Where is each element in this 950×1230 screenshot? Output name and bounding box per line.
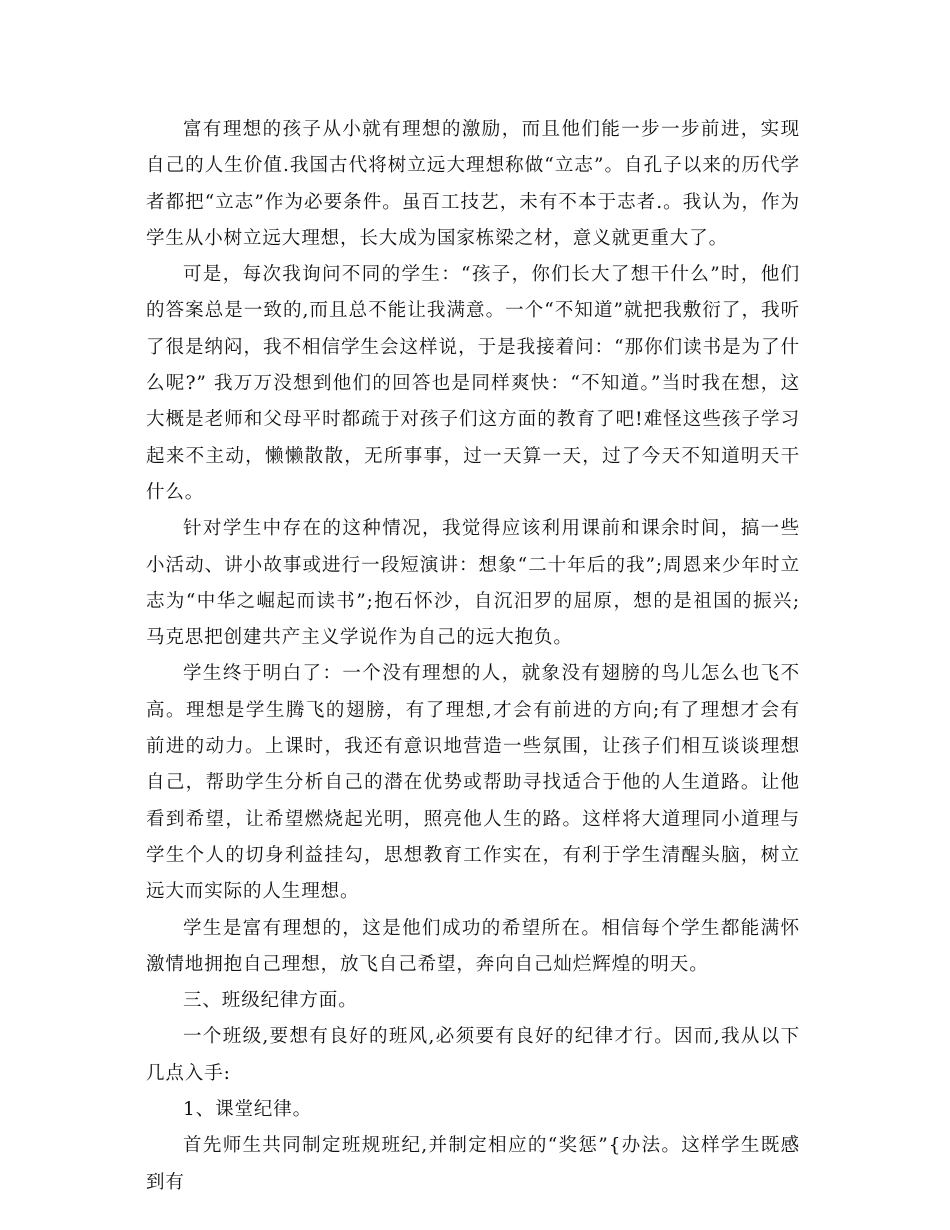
paragraph-asking-students: 可是，每次我询问不同的学生：“孩子，你们长大了想干什么”时，他们的答案总是一致的,而且总不能让我满意。一个“不知道”就把我敷衍了，我听了很是纳闷，我不相信学生会这样说，于是我接着问：“那你们读书是为了什么呢?” 我万万没想到他们的回答也是同样爽快：“不知道。”当时我在想，这大概是老师和父母平时都疏于对孩子们这方面的教育了吧!难怪这些孩子学习起来不主动，懒懒散散，无所事事，过一天算一天，过了今天不知道明天干什么。 [146,264,800,503]
subheading-classroom-discipline: 1、课堂纪律。 [183,1099,313,1121]
paragraph-discipline-intro: 一个班级,要想有良好的班风,必须要有良好的纪律才行。因而,我从以下几点入手: [146,1026,800,1084]
paragraph-students-understand: 学生终于明白了：一个没有理想的人，就象没有翅膀的鸟儿怎么也飞不高。理想是学生腾飞的翅膀，有了理想,才会有前进的方向;有了理想才会有前进的动力。上课时，我还有意识地营造一些氛围，让孩子们相互谈谈理想自己，帮助学生分析自己的潜在优势或帮助寻找适合于他的人生道路。让他看到希望，让希望燃烧起光明，照亮他人生的路。这样将大道理同小道理与学生个人的切身利益挂勾，思想教育工作实在，有利于学生清醒头脑，树立远大而实际的人生理想。 [146,663,800,903]
paragraph-activities: 针对学生中存在的这种情况，我觉得应该利用课前和课余时间，搞一些小活动、讲小故事或进行一段短演讲：想象“二十年后的我”;周恩来少年时立志为“中华之崛起而读书”;抱石怀沙，自沉汨罗的屈原，想的是祖国的振兴;马克思把创建共产主义学说作为自己的远大抱负。 [146,518,800,649]
paragraph-class-rules: 首先师生共同制定班规班纪,并制定相应的“奖惩”{办法。这样学生既感到有 [146,1135,800,1193]
section-heading-class-discipline: 三、班级纪律方面。 [183,990,358,1012]
paragraph-conclusion: 学生是富有理想的，这是他们成功的希望所在。相信每个学生都能满怀激情地拥抱自己理想，放飞自己希望，奔向自己灿烂辉煌的明天。 [146,917,800,975]
paragraph-ideals-intro: 富有理想的孩子从小就有理想的激励，而且他们能一步一步前进，实现自己的人生价值.我国古代将树立远大理想称做“立志”。自孔子以来的历代学者都把“立志”作为必要条件。虽百工技艺，未有不本于志者.。我认为，作为学生从小树立远大理想，长大成为国家栋梁之材，意义就更重大了。 [146,119,800,249]
